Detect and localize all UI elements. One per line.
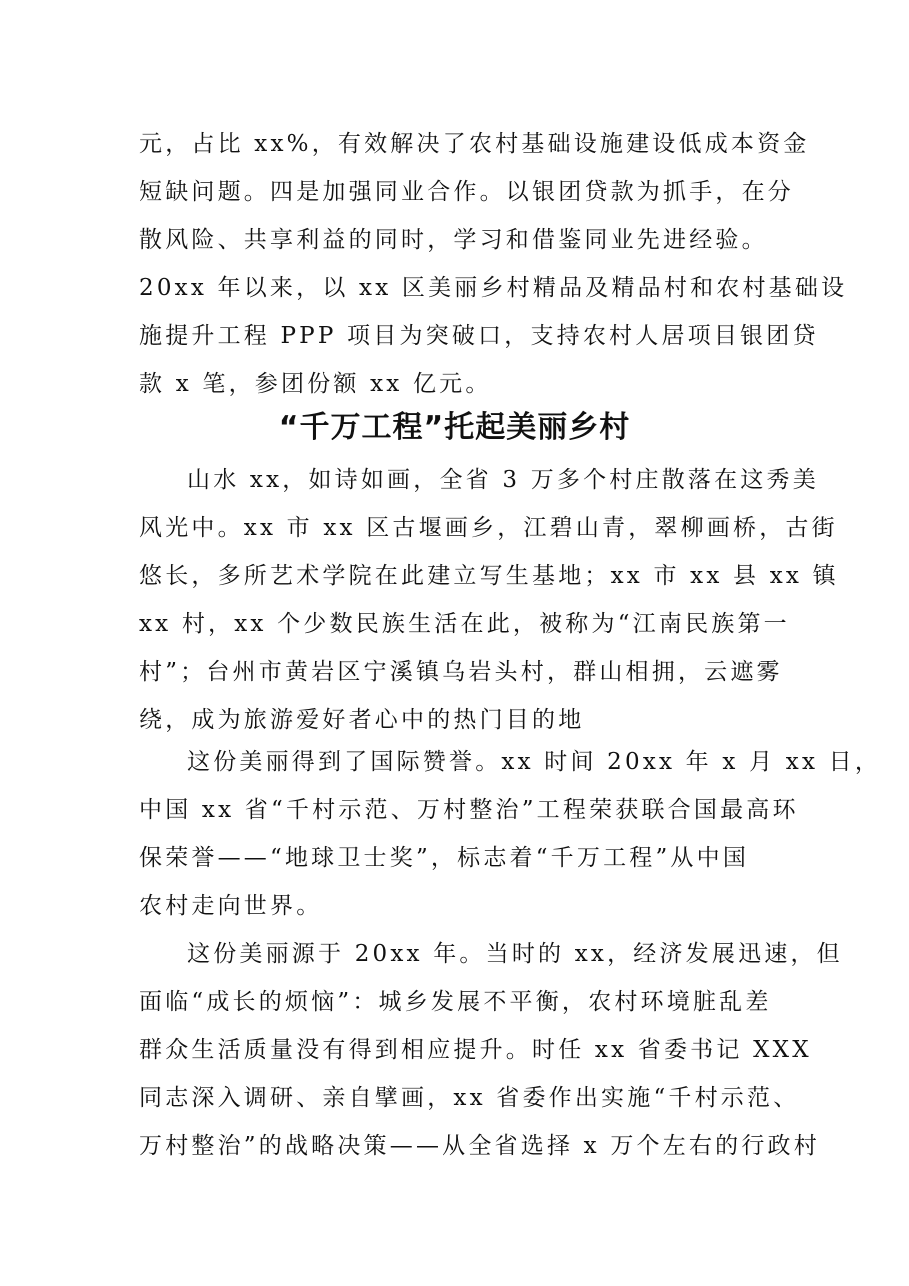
paragraph-line: 这份美丽源于 20xx 年。当时的 xx，经济发展迅速，但 (187, 941, 843, 967)
paragraph-line: xx 村，xx 个少数民族生活在此，被称为“江南民族第一 (139, 611, 790, 637)
paragraph-line: 施提升工程 PPP 项目为突破口，支持农村人居项目银团贷 (139, 323, 819, 349)
paragraph-line: 这份美丽得到了国际赞誉。xx 时间 20xx 年 x 月 xx 日， (187, 749, 882, 775)
paragraph-line: 款 x 笔，参团份额 xx 亿元。 (139, 371, 492, 397)
paragraph-line: 群众生活质量没有得到相应提升。时任 xx 省委书记 XXX (139, 1037, 812, 1063)
paragraph-3 (139, 930, 843, 1170)
paragraph-line: 元，占比 xx%，有效解决了农村基础设施建设低成本资金 (139, 131, 810, 157)
paragraph-line: 绕，成为旅游爱好者心中的热门目的地 (139, 707, 585, 733)
paragraph-line: 万村整治”的战略决策——从全省选择 x 万个左右的行政村 (139, 1133, 820, 1159)
paragraph-line: 村”；台州市黄岩区宁溪镇乌岩头村，群山相拥，云遮雾 (139, 659, 783, 685)
paragraph-line: 中国 xx 省“千村示范、万村整治”工程荣获联合国最高环 (139, 797, 799, 823)
paragraph-line: 20xx 年以来，以 xx 区美丽乡村精品及精品村和农村基础设 (139, 275, 848, 301)
paragraph-line: 短缺问题。四是加强同业合作。以银团贷款为抓手，在分 (139, 179, 794, 205)
paragraph-line: 风光中。xx 市 xx 区古堰画乡，江碧山青，翠柳画桥，古街 (139, 515, 838, 541)
paragraph-line: 同志深入调研、亲自擘画，xx 省委作出实施“千村示范、 (139, 1085, 800, 1111)
paragraph-line: 散风险、共享利益的同时，学习和借鉴同业先进经验。 (139, 227, 768, 253)
section-title: “千万工程”托起美丽乡村 (278, 410, 631, 445)
paragraph-1 (139, 456, 839, 744)
paragraph-continued (139, 120, 848, 408)
paragraph-line: 悠长，多所艺术学院在此建立写生基地；xx 市 xx 县 xx 镇 (139, 563, 839, 589)
paragraph-line: 农村走向世界。 (139, 893, 323, 919)
paragraph-line: 面临“成长的烦恼”：城乡发展不平衡，农村环境脏乱差 (139, 989, 772, 1015)
paragraph-line: 保荣誉——“地球卫士奖”，标志着“千万工程”从中国 (139, 845, 750, 871)
paragraph-2 (139, 738, 882, 930)
paragraph-line: 山水 xx，如诗如画，全省 3 万多个村庄散落在这秀美 (187, 467, 819, 493)
